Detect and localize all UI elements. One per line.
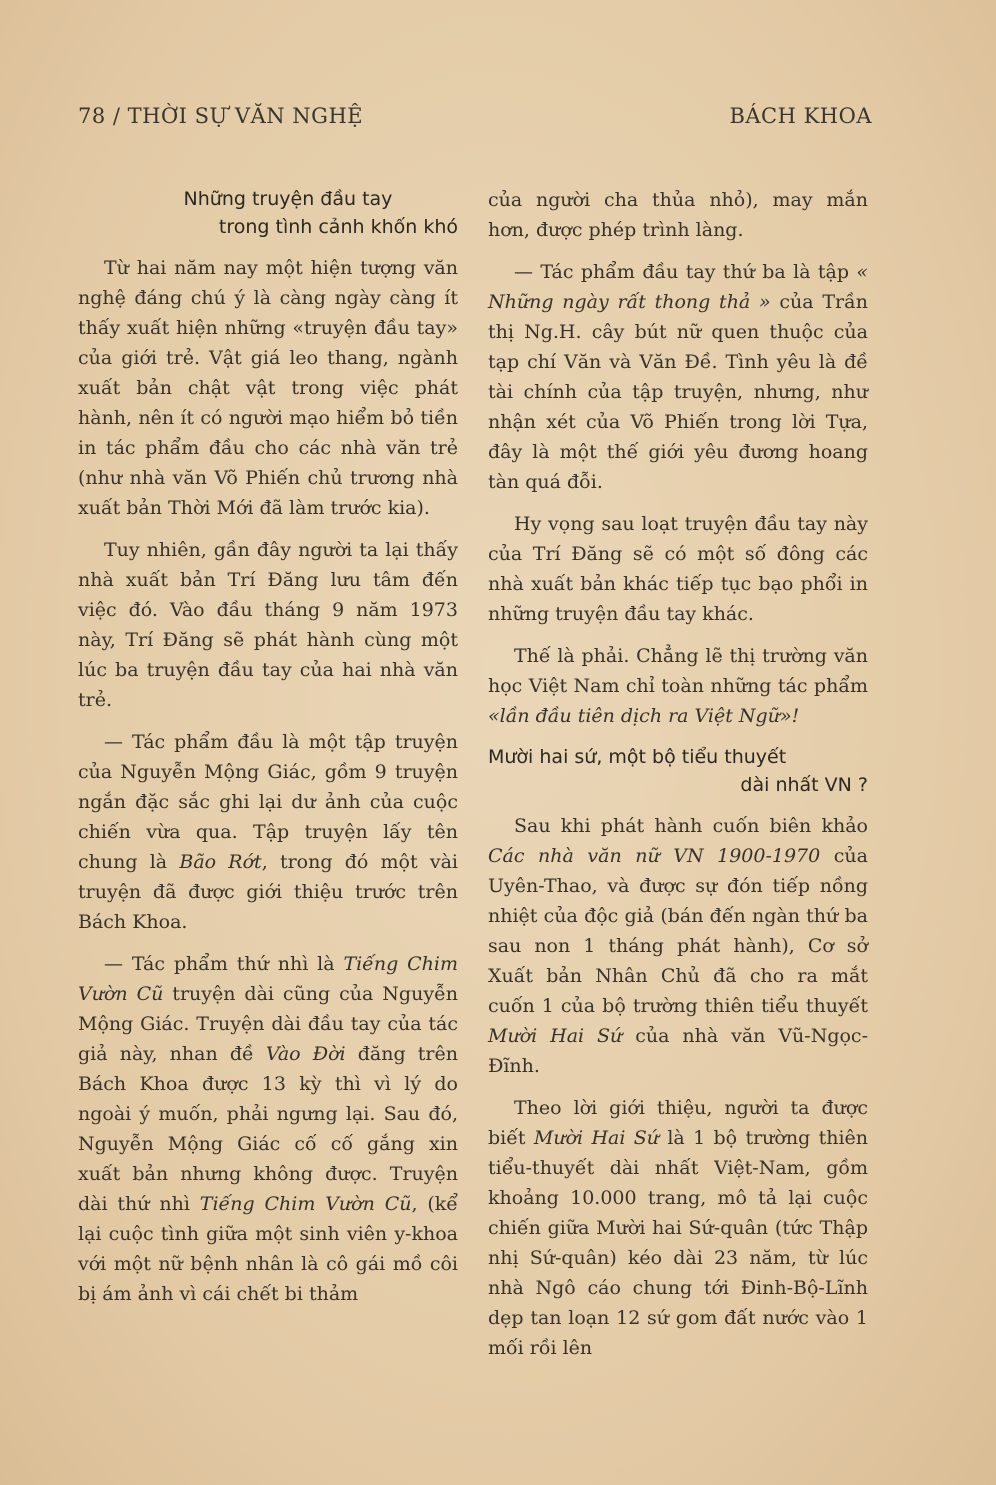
header-magazine-name: BÁCH KHOA [729,104,872,128]
text: , (kể lại cuộc tình giữa một sinh viên y-khoa với một nữ bệnh nhân là cô gái mồ côi bị ám ảnh vì cái chết bi thảm [78,1193,458,1305]
text: truyện dài cũng của Nguyễn Mộng Giác. Truyện dài đầu tay của tác giả này, nhan đề [78,983,458,1065]
text: — Tác phẩm thứ nhì là [104,953,344,975]
right-column [488,185,868,1375]
header-section-title: 78 / THỜI SỰ VĂN NGHỆ [78,104,364,128]
book-title: Tiếng Chim Vườn Cũ [78,953,459,1005]
paragraph: Hy vọng sau loạt truyện đầu tay này của Trí Đăng sẽ có một số đông các nhà xuất bản khác tiếp tục bạo phổi in những truyện đầu tay khác. [488,513,868,625]
text: — Tác phẩm đầu tay thứ ba là tập [514,261,857,283]
article-heading-first-works [78,185,458,241]
text: Sau khi phát hành cuốn biên khảo [514,815,868,837]
heading-line: trong tình cảnh khốn khó [218,216,458,238]
book-title: Mười Hai Sứ [488,1025,623,1047]
book-title: Các nhà văn nữ VN 1900-1970 [488,845,821,867]
paragraph [488,641,868,731]
book-title: Mười Hai Sứ [533,1127,660,1149]
left-column [78,185,458,1321]
book-title: Bão Rớt [179,851,262,873]
paragraph [488,1093,868,1363]
paragraph [78,727,458,937]
text: là 1 bộ trường thiên tiểu-thuyết dài nhất Việt-Nam, gồm khoảng 10.000 trang, mô tả lại cuộc chiến giữa Mười hai Sứ-quân (tức Thập nhị Sứ-quân) kéo dài 23 năm, từ lúc nhà Ngô cáo chung tới Đinh-Bộ-Lĩnh dẹp tan loạn 12 sứ gom đất nước vào 1 mối rồi lên [488,1127,869,1359]
text: , trong đó một vài truyện đã được giới thiệu trước trên Bách Khoa. [78,851,458,933]
text: Thế là phải. Chẳng lẽ thị trường văn học Việt Nam chỉ toàn những tác phẩm [488,645,868,697]
paragraph [488,811,868,1081]
text: Theo lời giới thiệu, người ta được biết [488,1097,868,1149]
quote: «lần đầu tiên dịch ra Việt Ngữ»! [488,705,800,727]
text: của Uyên-Thao, và được sự đón tiếp nồng nhiệt của độc giả (bán đến ngàn thứ ba sau non 1 tháng phát hành), Cơ sở Xuất bản Nhân Chủ đã cho ra mắt cuốn 1 của bộ trường thiên tiểu thuyết [488,845,868,1017]
paragraph [488,257,868,497]
paragraph: Từ hai năm nay một hiện tượng văn nghệ đáng chú ý là càng ngày càng ít thấy xuất hiện những «truyện đầu tay» của giới trẻ. Vật giá leo thang, ngành xuất bản chật vật trong việc phát hành, nên ít có người mạo hiểm bỏ tiền in tác phẩm đầu cho các nhà văn trẻ (như nhà văn Võ Phiến chủ trương nhà xuất bản Thời Mới đã làm trước kia). [78,257,458,519]
text: của Trần thị Ng.H. cây bút nữ quen thuộc của tạp chí Văn và Văn Đề. Tình yêu là đề tài chính của tập truyện, nhưng, như nhận xét của Võ Phiến trong lời Tựa, đây là một thế giới yêu đương hoang tàn quá đỗi. [488,291,868,493]
heading-line: Mười hai sứ, một bộ tiểu thuyết [488,746,787,768]
article-heading-twelve-warlords [488,743,868,799]
page-header [78,104,872,128]
paragraph [78,949,458,1309]
book-title: Vào Đời [265,1043,346,1065]
book-title: « Những ngày rất thong thả » [488,261,868,313]
text: của nhà văn Vũ-Ngọc-Đĩnh. [488,1025,868,1077]
heading-line: Những truyện đầu tay [183,188,393,210]
heading-line: dài nhất VN ? [740,774,868,796]
text: đăng trên Bách Khoa được 13 kỳ thì vì lý do ngoài ý muốn, phải ngưng lại. Sau đó, Nguyễn Mộng Giác cố cố gắng xin xuất bản nhưng không được. Truyện dài thứ nhì [78,1043,458,1215]
book-title: Tiếng Chim Vườn Cũ [199,1193,412,1215]
paragraph: của người cha thủa nhỏ), may mắn hơn, được phép trình làng. [488,189,868,241]
paragraph: Tuy nhiên, gần đây người ta lại thấy nhà xuất bản Trí Đăng lưu tâm đến việc đó. Vào đầu tháng 9 năm 1973 này, Trí Đăng sẽ phát hành cùng một lúc ba truyện đầu tay của hai nhà văn trẻ. [78,539,458,711]
text: — Tác phẩm đầu là một tập truyện của Nguyễn Mộng Giác, gồm 9 truyện ngắn đặc sắc ghi lại dư ảnh của cuộc chiến vừa qua. Tập truyện lấy tên chung là [78,731,458,873]
